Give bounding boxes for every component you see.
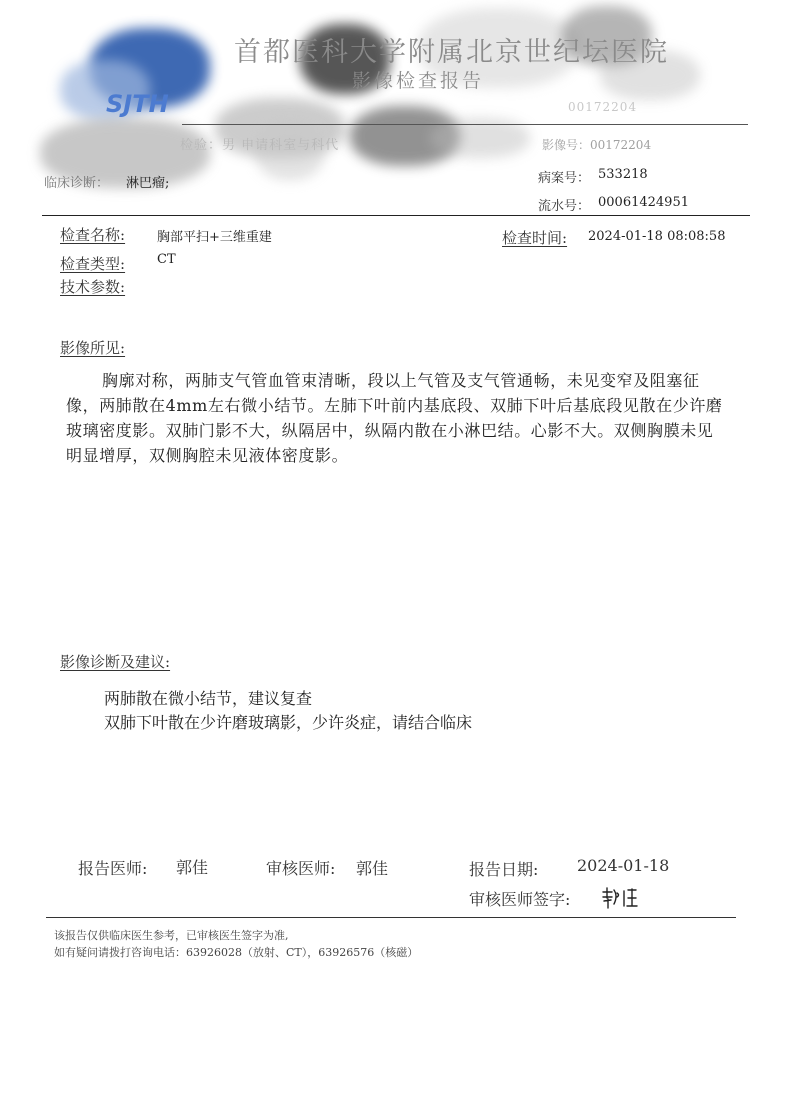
diagnosis-line-2: 双肺下叶散在少许磨玻璃影，少许炎症，请结合临床 xyxy=(104,713,473,732)
serial-no-label: 流水号： xyxy=(538,199,591,214)
case-no-label: 病案号： xyxy=(538,171,591,186)
exam-type-value: CT xyxy=(157,252,176,267)
exam-time-value: 2024-01-18 08:08:58 xyxy=(588,229,726,244)
serial-no-value: 00061424951 xyxy=(598,195,689,210)
findings-text: 胸廓对称，两肺支气管血管束清晰，段以上气管及支气管通畅，未见变窄及阻塞征像，两肺散在4mm左右微小结节。左肺下叶前内基底段、双肺下叶后基底段见散在少许磨玻璃密度影。双肺门影不大，纵隔居中，纵隔内散在小淋巴结。心影不大。双侧胸膜未见明显增厚，双侧胸腔未见液体密度影。 xyxy=(66,371,723,465)
redacted-id: 00172204 xyxy=(568,100,638,114)
signature-label: 审核医师签字: xyxy=(469,890,571,909)
report-date-value: 2024-01-18 xyxy=(577,856,670,875)
footer-divider xyxy=(46,917,736,918)
exam-name-label: 检查名称: xyxy=(60,226,126,244)
hospital-logo: SJTH xyxy=(106,90,169,118)
disclaimer-note: 该报告仅供临床医生参考，已审核医生签字为准, xyxy=(54,929,289,942)
reporter-name: 郭佳 xyxy=(176,858,209,877)
exam-type-label: 检查类型: xyxy=(60,255,126,273)
findings-label: 影像所见: xyxy=(60,339,126,357)
diagnosis-label: 影像诊断及建议: xyxy=(60,653,171,671)
clinical-diagnosis-value: 淋巴瘤; xyxy=(126,176,170,191)
report-date-label: 报告日期: xyxy=(469,860,539,879)
main-divider xyxy=(42,215,750,216)
tech-params-label: 技术参数: xyxy=(60,278,126,296)
hospital-name: 首都医科大学附属北京世纪坛医院 xyxy=(234,37,669,68)
reviewer-name: 郭佳 xyxy=(356,859,389,878)
contact-note: 如有疑问请拨打咨询电话：63926028（放射、CT），63926576（核磁） xyxy=(54,946,419,959)
clinical-diagnosis-label: 临床诊断： xyxy=(44,176,110,191)
redacted-patient-row: 检验：男 申请科室与科代 xyxy=(180,138,340,153)
reviewer-label: 审核医师: xyxy=(266,859,336,878)
header-divider xyxy=(182,124,748,125)
exam-name-value: 胸部平扫+三维重建 xyxy=(157,230,272,245)
reporter-label: 报告医师: xyxy=(78,859,148,878)
case-no-value: 533218 xyxy=(598,167,648,182)
handwritten-signature xyxy=(600,886,640,910)
diagnosis-line-1: 两肺散在微小结节，建议复查 xyxy=(104,689,313,708)
exam-time-label: 检查时间: xyxy=(502,229,568,247)
redacted-image-no: 影像号：00172204 xyxy=(542,138,652,152)
report-title: 影像检查报告 xyxy=(352,70,485,92)
